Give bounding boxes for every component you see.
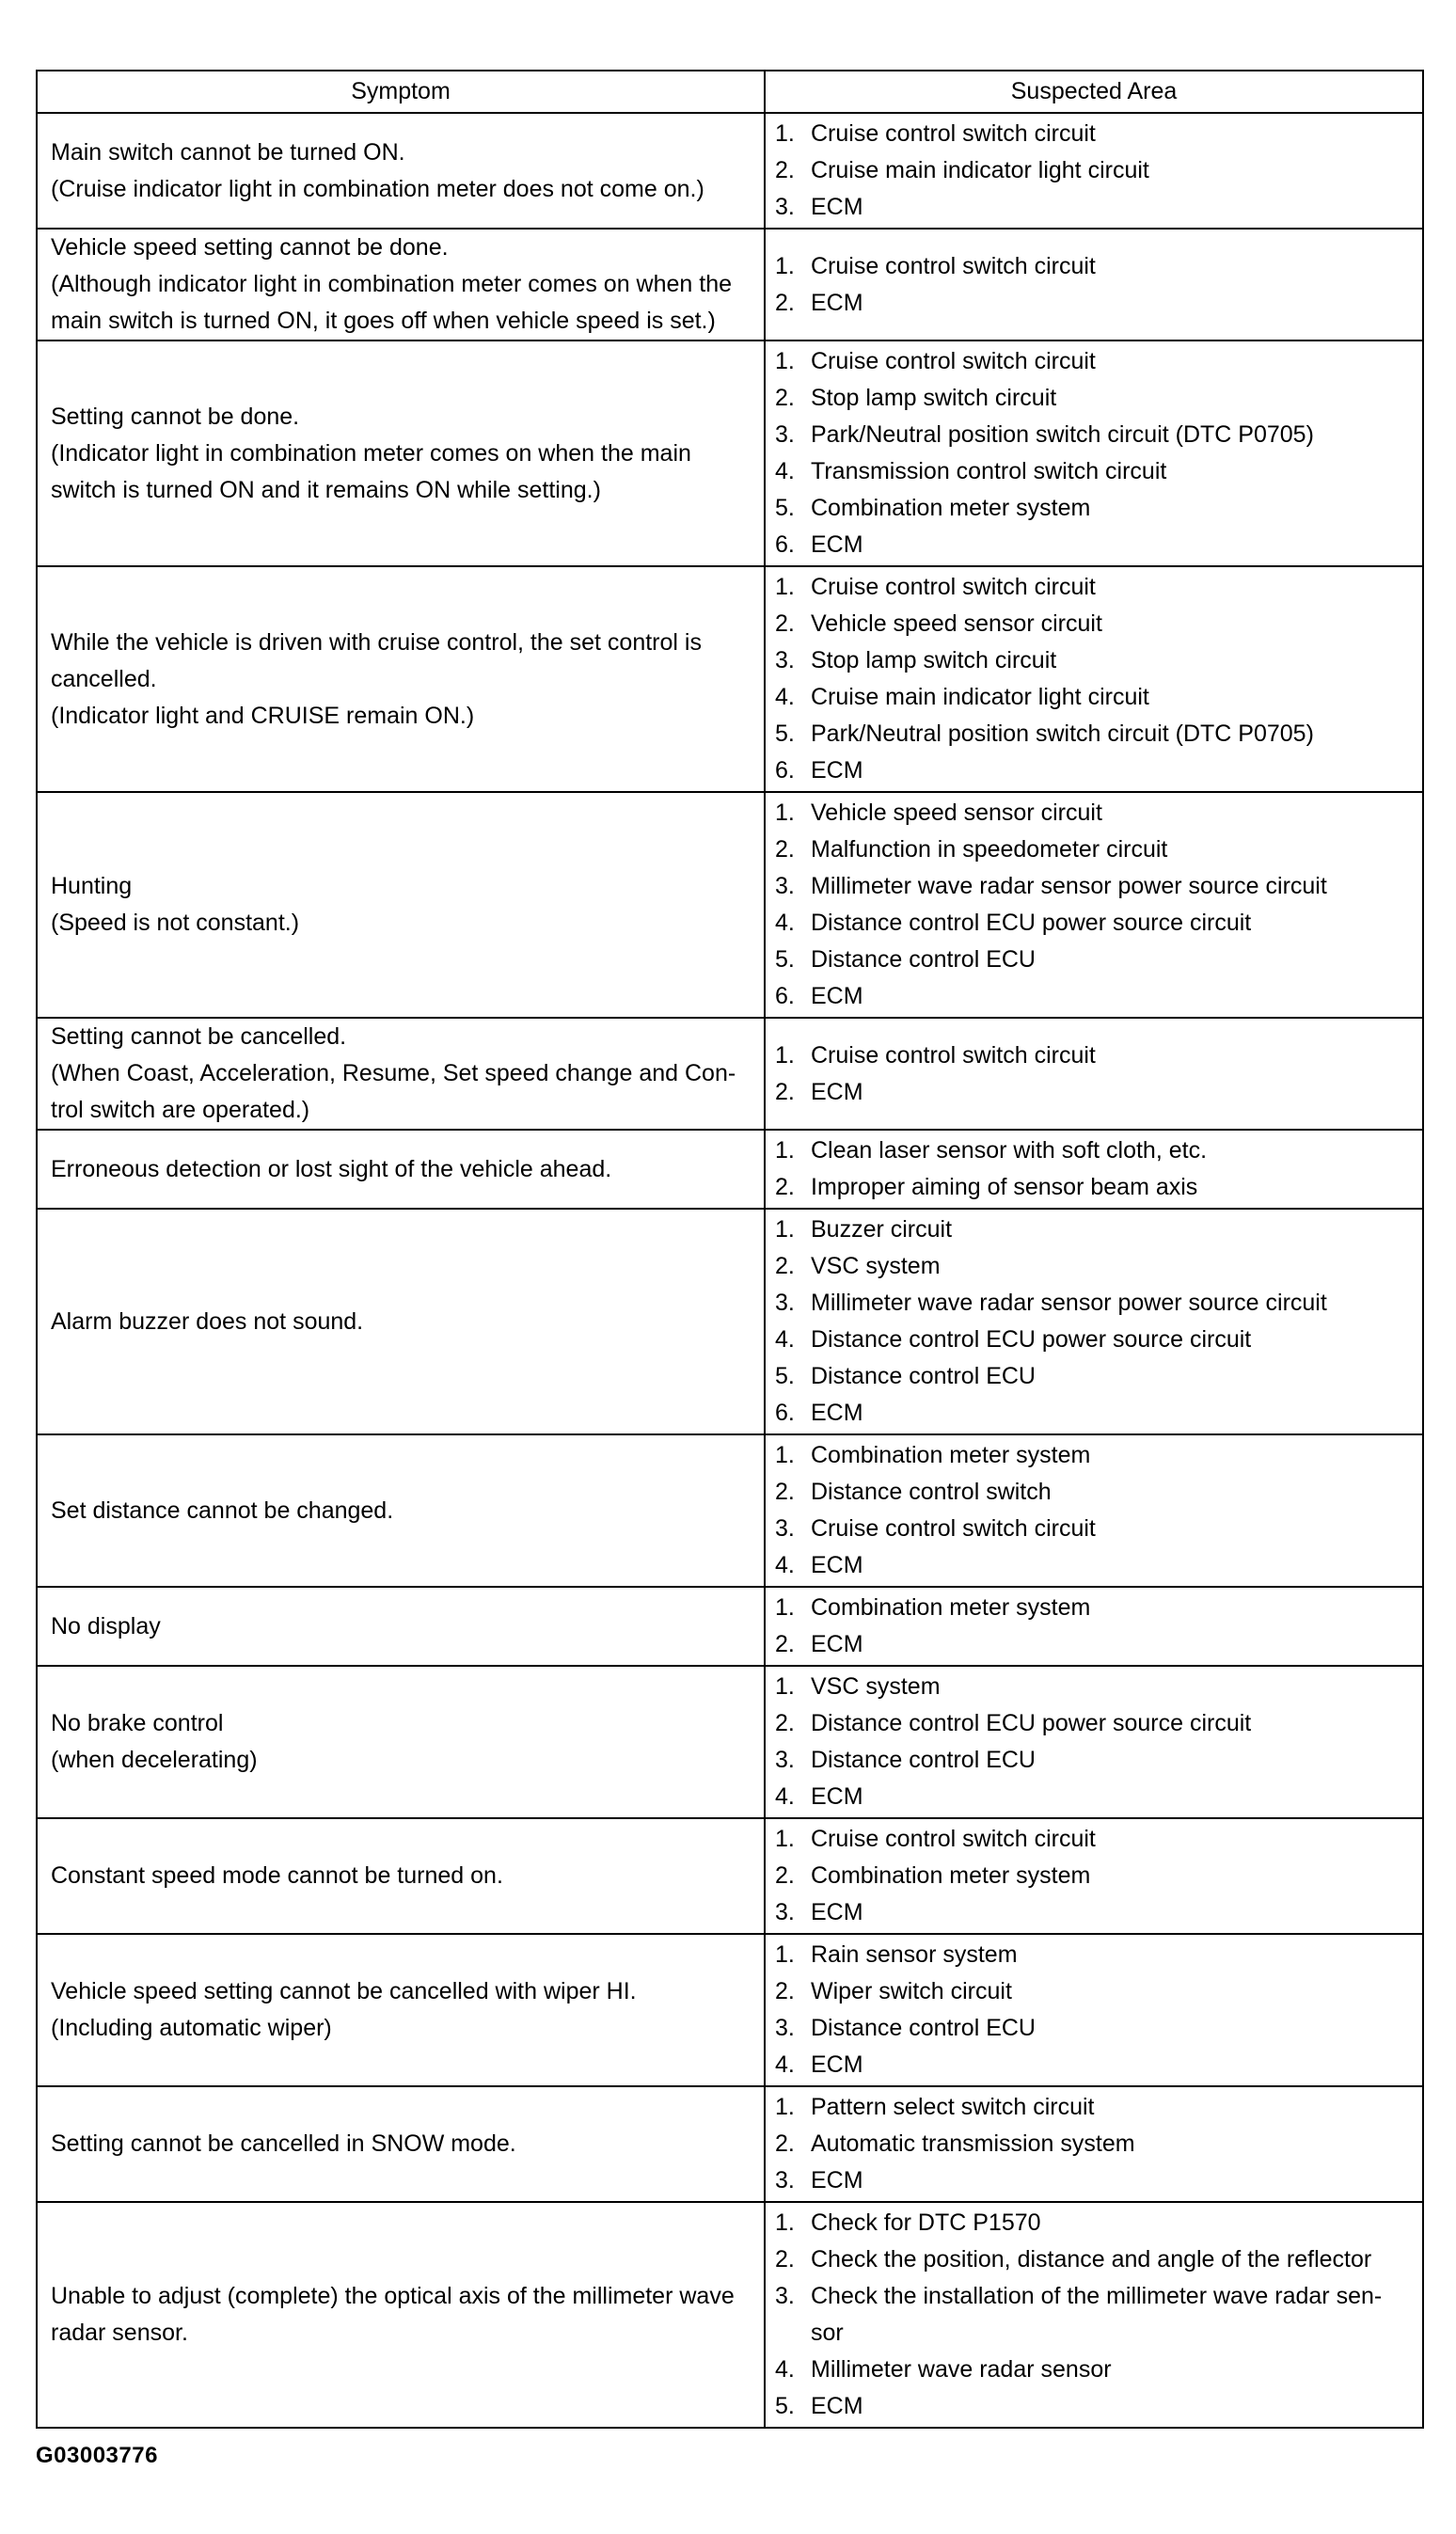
suspected-area-item <box>775 2010 1413 2047</box>
suspected-area-item <box>775 1074 1413 1111</box>
symptom-text-line: Set distance cannot be changed. <box>51 1497 394 1524</box>
item-number: 2. <box>775 385 795 411</box>
suspected-area-text: VSC system <box>811 1253 941 1279</box>
suspected-area-cell <box>765 792 1423 1018</box>
item-number: 4. <box>775 910 795 936</box>
symptom-text-line: While the vehicle is driven with cruise control, the set control is <box>51 628 702 656</box>
symptom-text-line: (Indicator light and CRUISE remain ON.) <box>51 702 475 729</box>
suspected-area-list <box>775 1937 1413 2083</box>
suspected-area-item <box>775 1248 1413 1285</box>
suspected-area-item <box>775 2162 1413 2199</box>
item-number: 3. <box>775 194 795 220</box>
symptom-text-line: Erroneous detection or lost sight of the vehicle ahead. <box>51 1155 612 1182</box>
figure-id-label: G03003776 <box>36 2443 158 2468</box>
suspected-area-item <box>775 2388 1413 2425</box>
suspected-area-item <box>775 527 1413 563</box>
suspected-area-list <box>775 1590 1413 1663</box>
suspected-area-text: Cruise control switch circuit <box>811 574 1096 600</box>
suspected-area-item <box>775 716 1413 752</box>
symptom-text-line: Setting cannot be done. <box>51 403 300 430</box>
suspected-area-text: Distance control ECU power source circuit <box>811 1326 1252 1353</box>
item-number: 3. <box>775 421 795 448</box>
item-number: 3. <box>775 1290 795 1316</box>
item-number: 2. <box>775 1978 795 2004</box>
suspected-area-text: Combination meter system <box>811 1594 1091 1621</box>
suspected-area-cell <box>765 2202 1423 2428</box>
suspected-area-item <box>775 1037 1413 1074</box>
suspected-area-text: Check the installation of the millimeter wave radar sen- sor <box>811 2283 1383 2346</box>
suspected-area-item <box>775 1590 1413 1626</box>
suspected-area-item <box>775 1358 1413 1395</box>
symptom-cell <box>37 1209 765 1434</box>
suspected-area-list <box>775 1669 1413 1815</box>
suspected-area-item <box>775 116 1413 152</box>
suspected-area-text: Distance control ECU <box>811 1747 1036 1773</box>
suspected-area-text: Combination meter system <box>811 495 1091 521</box>
suspected-area-list <box>775 116 1413 226</box>
suspected-area-text: ECM <box>811 1078 863 1105</box>
troubleshooting-sheet <box>36 70 1422 2429</box>
suspected-area-list <box>775 1037 1413 1111</box>
symptom-text-line: radar sensor. <box>51 2320 188 2346</box>
suspected-area-item <box>775 2241 1413 2278</box>
suspected-area-text: ECM <box>811 1783 863 1810</box>
suspected-area-item <box>775 679 1413 716</box>
suspected-area-text: Distance control ECU <box>811 946 1036 973</box>
suspected-area-text: ECM <box>811 1400 863 1426</box>
suspected-area-cell <box>765 341 1423 566</box>
symptom-text-line: Main switch cannot be turned ON. <box>51 138 405 166</box>
item-number: 3. <box>775 2283 795 2309</box>
suspected-area-text: Cruise control switch circuit <box>811 1515 1096 1542</box>
item-number: 2. <box>775 610 795 637</box>
suspected-area-item <box>775 1474 1413 1511</box>
item-number: 6. <box>775 983 795 1009</box>
table-row <box>37 1818 1423 1934</box>
suspected-area-item <box>775 343 1413 380</box>
item-number: 2. <box>775 836 795 863</box>
symptom-text-line: (Although indicator light in combination meter comes on when the <box>51 271 733 297</box>
suspected-area-item <box>775 1285 1413 1322</box>
suspected-area-column-header: Suspected Area <box>765 71 1423 113</box>
suspected-area-text: ECM <box>811 2393 863 2419</box>
suspected-area-text: Rain sensor system <box>811 1941 1018 1968</box>
suspected-area-list <box>775 1132 1413 1206</box>
table-row <box>37 1587 1423 1666</box>
item-number: 5. <box>775 721 795 747</box>
suspected-area-item <box>775 1669 1413 1705</box>
symptom-text-line: Hunting <box>51 873 133 899</box>
symptom-text-line: (Including automatic wiper) <box>51 2015 332 2041</box>
suspected-area-text: Clean laser sensor with soft cloth, etc. <box>811 1137 1208 1164</box>
item-number: 2. <box>775 2246 795 2273</box>
symptom-text-line: Setting cannot be cancelled in SNOW mode. <box>51 2130 516 2157</box>
symptom-cell <box>37 1934 765 2086</box>
suspected-area-text: Distance control ECU <box>811 2015 1036 2041</box>
suspected-area-item <box>775 2278 1413 2352</box>
symptom-text-line: No brake control <box>51 1710 224 1736</box>
symptom-cell <box>37 341 765 566</box>
suspected-area-text: ECM <box>811 289 863 316</box>
suspected-area-list <box>775 1212 1413 1432</box>
suspected-area-item <box>775 1212 1413 1248</box>
item-number: 3. <box>775 2167 795 2193</box>
suspected-area-text: Cruise main indicator light circuit <box>811 684 1149 710</box>
item-number: 4. <box>775 1326 795 1353</box>
symptom-text-line: switch is turned ON and it remains ON while setting.) <box>51 476 601 503</box>
suspected-area-text: ECM <box>811 2167 863 2193</box>
item-number: 3. <box>775 1747 795 1773</box>
symptom-text-line: Constant speed mode cannot be turned on. <box>51 1862 503 1889</box>
suspected-area-cell <box>765 1434 1423 1587</box>
item-number: 1. <box>775 1041 795 1069</box>
symptom-cell <box>37 792 765 1018</box>
symptom-column-header: Symptom <box>37 71 765 113</box>
suspected-area-text: ECM <box>811 757 863 784</box>
item-number: 3. <box>775 647 795 673</box>
table-row <box>37 341 1423 566</box>
table-row <box>37 566 1423 792</box>
suspected-area-item <box>775 2352 1413 2388</box>
table-row <box>37 2086 1423 2202</box>
suspected-area-item <box>775 606 1413 642</box>
suspected-area-text: Improper aiming of sensor beam axis <box>811 1174 1198 1200</box>
symptom-cell <box>37 1434 765 1587</box>
suspected-area-text: Wiper switch circuit <box>811 1978 1012 2004</box>
suspected-area-item <box>775 189 1413 226</box>
item-number: 3. <box>775 2015 795 2041</box>
suspected-area-item <box>775 942 1413 978</box>
symptom-text-line: main switch is turned ON, it goes off when vehicle speed is set.) <box>51 308 716 334</box>
table-row <box>37 2202 1423 2428</box>
symptom-text-line: (When Coast, Acceleration, Resume, Set speed change and Con- <box>51 1060 736 1086</box>
suspected-area-text: Cruise control switch circuit <box>811 348 1096 374</box>
symptom-cell <box>37 1018 765 1130</box>
symptom-cell <box>37 2086 765 2202</box>
suspected-area-cell <box>765 1130 1423 1209</box>
suspected-area-item <box>775 868 1413 905</box>
suspected-area-cell <box>765 2086 1423 2202</box>
item-number: 2. <box>775 1479 795 1505</box>
suspected-area-list <box>775 1437 1413 1584</box>
symptom-cell <box>37 113 765 229</box>
suspected-area-text: Combination meter system <box>811 1862 1091 1889</box>
item-number: 2. <box>775 1862 795 1889</box>
suspected-area-cell <box>765 1018 1423 1130</box>
suspected-area-item <box>775 1937 1413 1973</box>
item-number: 5. <box>775 2393 795 2419</box>
suspected-area-item <box>775 569 1413 606</box>
suspected-area-item <box>775 905 1413 942</box>
suspected-area-text: Check the position, distance and angle of the reflector <box>811 2246 1372 2273</box>
symptom-text-line: Unable to adjust (complete) the optical axis of the millimeter wave <box>51 2283 735 2309</box>
suspected-area-text: Pattern select switch circuit <box>811 2094 1095 2120</box>
suspected-area-text: Stop lamp switch circuit <box>811 385 1057 411</box>
suspected-area-item <box>775 1858 1413 1894</box>
item-number: 5. <box>775 1363 795 1389</box>
item-number: 1. <box>775 1941 795 1968</box>
symptom-text-line: (when decelerating) <box>51 1747 258 1773</box>
item-number: 6. <box>775 1400 795 1426</box>
suspected-area-item <box>775 1437 1413 1474</box>
suspected-area-text: Distance control ECU power source circuit <box>811 910 1252 936</box>
suspected-area-item <box>775 795 1413 831</box>
suspected-area-item <box>775 978 1413 1015</box>
suspected-area-item <box>775 380 1413 417</box>
item-number: 2. <box>775 1174 795 1200</box>
header-row <box>37 71 1423 113</box>
item-number: 4. <box>775 2356 795 2383</box>
suspected-area-text: Millimeter wave radar sensor power source circuit <box>811 1290 1327 1316</box>
suspected-area-item <box>775 1322 1413 1358</box>
suspected-area-item <box>775 752 1413 789</box>
item-number: 6. <box>775 757 795 784</box>
suspected-area-text: Park/Neutral position switch circuit (DTC P0705) <box>811 721 1314 747</box>
suspected-area-item <box>775 1779 1413 1815</box>
suspected-area-cell <box>765 1818 1423 1934</box>
symptom-cell <box>37 229 765 341</box>
suspected-area-text: Distance control ECU power source circuit <box>811 1710 1252 1736</box>
suspected-area-text: Millimeter wave radar sensor power source circuit <box>811 873 1327 899</box>
item-number: 4. <box>775 684 795 710</box>
item-number: 3. <box>775 1515 795 1542</box>
table-row <box>37 792 1423 1018</box>
suspected-area-text: ECM <box>811 1899 863 1925</box>
symptom-text-line: Setting cannot be cancelled. <box>51 1023 347 1050</box>
symptom-cell <box>37 1666 765 1818</box>
table-row <box>37 229 1423 341</box>
suspected-area-list <box>775 2205 1413 2425</box>
suspected-area-text: ECM <box>811 1631 863 1657</box>
suspected-area-text: ECM <box>811 2051 863 2078</box>
suspected-area-item <box>775 2089 1413 2126</box>
suspected-area-text: Vehicle speed sensor circuit <box>811 800 1102 826</box>
symptom-text-line: cancelled. <box>51 665 157 692</box>
suspected-area-text: Automatic transmission system <box>811 2130 1135 2157</box>
suspected-area-text: Millimeter wave radar sensor <box>811 2356 1112 2383</box>
suspected-area-text: ECM <box>811 983 863 1009</box>
suspected-area-text: Park/Neutral position switch circuit (DTC P0705) <box>811 421 1314 448</box>
suspected-area-cell <box>765 566 1423 792</box>
symptom-cell <box>37 566 765 792</box>
item-number: 1. <box>775 1594 795 1621</box>
suspected-area-item <box>775 490 1413 527</box>
suspected-area-item <box>775 2126 1413 2162</box>
suspected-area-item <box>775 2047 1413 2083</box>
suspected-area-item <box>775 2205 1413 2241</box>
suspected-area-item <box>775 1626 1413 1663</box>
item-number: 1. <box>775 1826 795 1852</box>
suspected-area-text: ECM <box>811 531 863 558</box>
item-number: 6. <box>775 531 795 558</box>
symptom-text-line: Vehicle speed setting cannot be cancelled with wiper HI. <box>51 1978 637 2004</box>
suspected-area-text: Stop lamp switch circuit <box>811 647 1057 673</box>
table-row <box>37 1209 1423 1434</box>
suspected-area-item <box>775 1973 1413 2010</box>
suspected-area-item <box>775 1132 1413 1169</box>
suspected-area-item <box>775 831 1413 868</box>
item-number: 2. <box>775 1710 795 1736</box>
symptom-cell <box>37 2202 765 2428</box>
suspected-area-text: Cruise control switch circuit <box>811 1041 1096 1069</box>
symptom-cell <box>37 1130 765 1209</box>
item-number: 2. <box>775 1078 795 1105</box>
symptom-text-line: Alarm buzzer does not sound. <box>51 1307 364 1335</box>
symptom-table <box>36 70 1424 2429</box>
item-number: 2. <box>775 1253 795 1279</box>
suspected-area-cell <box>765 1666 1423 1818</box>
suspected-area-text: Cruise control switch circuit <box>811 1826 1096 1852</box>
table-body <box>37 113 1423 2428</box>
symptom-cell <box>37 1818 765 1934</box>
table-row <box>37 1130 1423 1209</box>
item-number: 1. <box>775 800 795 826</box>
symptom-text-line: trol switch are operated.) <box>51 1097 310 1123</box>
suspected-area-text: Check for DTC P1570 <box>811 2209 1041 2236</box>
suspected-area-text: Transmission control switch circuit <box>811 458 1167 484</box>
suspected-area-item <box>775 152 1413 189</box>
suspected-area-list <box>775 569 1413 789</box>
suspected-area-item <box>775 453 1413 490</box>
symptom-text-line: (Cruise indicator light in combination meter does not come on.) <box>51 175 704 202</box>
suspected-area-text: Distance control ECU <box>811 1363 1036 1389</box>
table-row <box>37 1434 1423 1587</box>
suspected-area-text: VSC system <box>811 1673 941 1700</box>
item-number: 3. <box>775 1899 795 1925</box>
suspected-area-text: Cruise main indicator light circuit <box>811 157 1149 183</box>
suspected-area-text: Malfunction in speedometer circuit <box>811 836 1168 863</box>
item-number: 1. <box>775 1442 795 1468</box>
suspected-area-item <box>775 1395 1413 1432</box>
table-row <box>37 1666 1423 1818</box>
suspected-area-text: Combination meter system <box>811 1442 1091 1468</box>
suspected-area-item <box>775 1511 1413 1547</box>
suspected-area-list <box>775 795 1413 1015</box>
suspected-area-item <box>775 1894 1413 1931</box>
suspected-area-item <box>775 285 1413 322</box>
suspected-area-text: Buzzer circuit <box>811 1216 953 1243</box>
suspected-area-text: Vehicle speed sensor circuit <box>811 610 1102 637</box>
item-number: 2. <box>775 1631 795 1657</box>
suspected-area-cell <box>765 229 1423 341</box>
item-number: 2. <box>775 2130 795 2157</box>
table-row <box>37 1018 1423 1130</box>
suspected-area-item <box>775 417 1413 453</box>
suspected-area-list <box>775 1821 1413 1931</box>
suspected-area-item <box>775 1169 1413 1206</box>
suspected-area-text: Cruise control switch circuit <box>811 252 1096 279</box>
suspected-area-item <box>775 1821 1413 1858</box>
item-number: 4. <box>775 2051 795 2078</box>
item-number: 1. <box>775 574 795 600</box>
suspected-area-list <box>775 248 1413 322</box>
item-number: 2. <box>775 157 795 183</box>
symptom-text-line: (Indicator light in combination meter comes on when the main <box>51 439 691 467</box>
table-row <box>37 113 1423 229</box>
suspected-area-item <box>775 248 1413 285</box>
item-number: 1. <box>775 252 795 279</box>
suspected-area-text: ECM <box>811 1552 863 1578</box>
item-number: 4. <box>775 1783 795 1810</box>
item-number: 1. <box>775 1216 795 1243</box>
suspected-area-cell <box>765 113 1423 229</box>
suspected-area-text: Cruise control switch circuit <box>811 120 1096 147</box>
table-row <box>37 1934 1423 2086</box>
item-number: 4. <box>775 1552 795 1578</box>
symptom-text-line: Vehicle speed setting cannot be done. <box>51 234 449 261</box>
suspected-area-item <box>775 642 1413 679</box>
suspected-area-cell <box>765 1587 1423 1666</box>
item-number: 5. <box>775 495 795 521</box>
suspected-area-item <box>775 1742 1413 1779</box>
symptom-text-line: (Speed is not constant.) <box>51 910 300 936</box>
suspected-area-list <box>775 343 1413 563</box>
item-number: 3. <box>775 873 795 899</box>
item-number: 5. <box>775 946 795 973</box>
suspected-area-item <box>775 1547 1413 1584</box>
symptom-text-line: No display <box>51 1612 161 1639</box>
suspected-area-cell <box>765 1934 1423 2086</box>
suspected-area-text: ECM <box>811 194 863 220</box>
suspected-area-cell <box>765 1209 1423 1434</box>
symptom-cell <box>37 1587 765 1666</box>
item-number: 1. <box>775 2094 795 2120</box>
item-number: 1. <box>775 2209 795 2236</box>
item-number: 1. <box>775 348 795 374</box>
suspected-area-item <box>775 1705 1413 1742</box>
item-number: 1. <box>775 120 795 147</box>
suspected-area-text: Distance control switch <box>811 1479 1052 1505</box>
item-number: 1. <box>775 1673 795 1700</box>
suspected-area-list <box>775 2089 1413 2199</box>
item-number: 2. <box>775 289 795 316</box>
item-number: 4. <box>775 458 795 484</box>
item-number: 1. <box>775 1137 795 1164</box>
